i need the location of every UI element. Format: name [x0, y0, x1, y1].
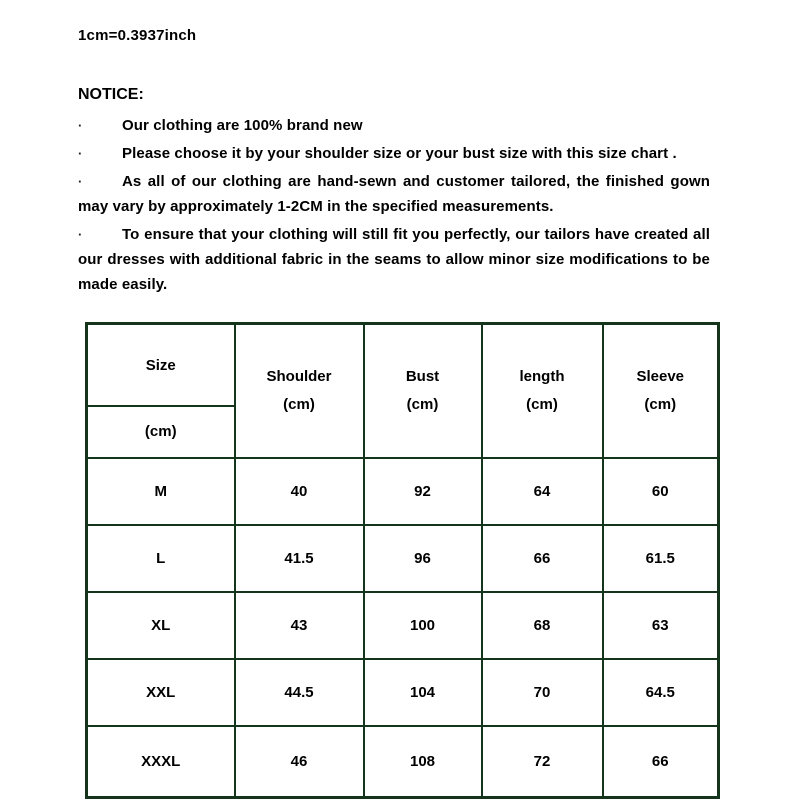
shoulder-cell: 40: [235, 458, 364, 525]
size-header-label: Size: [88, 326, 234, 407]
column-unit: (cm): [406, 395, 439, 413]
bullet-dot-icon: ·: [78, 146, 83, 161]
bust-cell: 104: [364, 659, 482, 726]
table-row-xl: [87, 592, 719, 659]
column-header-shoulder: [235, 324, 364, 458]
size-header-unit: (cm): [144, 422, 177, 440]
size-unit-header-cell: [87, 324, 235, 458]
table-row-m: [87, 458, 719, 525]
bust-cell: 96: [364, 525, 482, 592]
conversion-note: 1cm=0.3937inch: [78, 27, 197, 44]
table-row-xxl: [87, 659, 719, 726]
sleeve-cell: 63: [603, 592, 719, 659]
notice-list: [78, 113, 710, 300]
sleeve-cell: 66: [603, 726, 719, 798]
notice-text: Our clothing are 100% brand new: [122, 117, 363, 134]
notice-title: NOTICE:: [78, 86, 144, 103]
size-cell: XXL: [87, 659, 235, 726]
size-cell: L: [87, 525, 235, 592]
bullet-dot-icon: ·: [78, 118, 83, 133]
length-cell: 66: [482, 525, 603, 592]
table-header-row: [87, 324, 719, 458]
column-header-length: [482, 324, 603, 458]
notice-item: [78, 222, 710, 297]
length-cell: 72: [482, 726, 603, 798]
column-label: Sleeve: [636, 367, 685, 385]
column-label: Shoulder: [266, 367, 332, 385]
notice-item: [78, 141, 710, 166]
column-unit: (cm): [283, 395, 315, 413]
notice-text: To ensure that your clothing will still fit you perfectly, our tailors have created all our dresses with additional fabric in the seams to allow minor size modifications to be made easily.: [78, 226, 710, 293]
bust-cell: 100: [364, 592, 482, 659]
shoulder-cell: 43: [235, 592, 364, 659]
size-cell: XL: [87, 592, 235, 659]
size-cell: M: [87, 458, 235, 525]
column-header-bust: [364, 324, 482, 458]
notice-text: Please choose it by your shoulder size or your bust size with this size chart .: [122, 145, 677, 162]
notice-text: As all of our clothing are hand-sewn and customer tailored, the finished gown may vary by approximately 1-2CM in the specified measurements.: [78, 173, 710, 215]
bullet-dot-icon: ·: [78, 174, 83, 189]
column-unit: (cm): [644, 395, 677, 413]
notice-item: [78, 169, 710, 219]
size-chart-table: [85, 322, 720, 799]
length-cell: 68: [482, 592, 603, 659]
sleeve-cell: 64.5: [603, 659, 719, 726]
shoulder-cell: 46: [235, 726, 364, 798]
size-cell: XXXL: [87, 726, 235, 798]
notice-item: [78, 113, 710, 138]
length-cell: 64: [482, 458, 603, 525]
table-row-xxxl: [87, 726, 719, 798]
sleeve-cell: 60: [603, 458, 719, 525]
shoulder-cell: 41.5: [235, 525, 364, 592]
bullet-dot-icon: ·: [78, 227, 83, 242]
column-label: Bust: [405, 367, 440, 385]
bust-cell: 108: [364, 726, 482, 798]
shoulder-cell: 44.5: [235, 659, 364, 726]
column-label: length: [519, 367, 565, 385]
sleeve-cell: 61.5: [603, 525, 719, 592]
column-header-sleeve: [603, 324, 719, 458]
bust-cell: 92: [364, 458, 482, 525]
table-row-l: [87, 525, 719, 592]
length-cell: 70: [482, 659, 603, 726]
column-unit: (cm): [526, 395, 558, 413]
